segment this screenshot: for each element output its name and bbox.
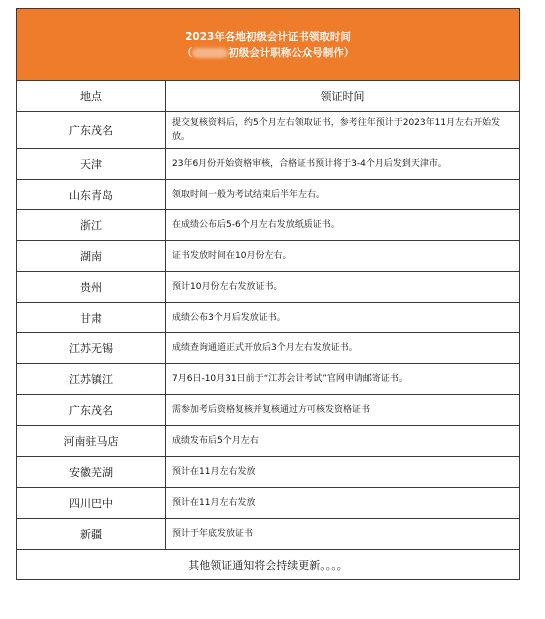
table-row [17,488,520,519]
row-location: 新疆 [17,519,166,550]
table-row [17,519,520,550]
table-row [17,210,520,241]
row-time-info: 成绩查询通道正式开放后3个月左右发放证书。 [166,333,520,364]
table-row [17,303,520,333]
row-time-info: 成绩公布3个月后发放证书。 [166,303,520,333]
certificate-schedule-table [16,8,520,580]
column-header-location: 地点 [17,81,166,112]
table-title: 2023年各地初级会计证书领取时间 [185,30,351,43]
table-header [17,9,520,81]
row-time-info: 领取时间一般为考试结束后半年左右。 [166,180,520,210]
footer-row [17,550,520,580]
row-time-info: 预计10月份左右发放证书。 [166,272,520,303]
row-time-info: 预计在11月左右发放 [166,488,520,519]
table-subtitle [17,45,519,61]
row-location: 贵州 [17,272,166,303]
table-row [17,426,520,457]
row-location: 广东茂名 [17,395,166,426]
table-row [17,241,520,272]
row-location: 江苏镇江 [17,364,166,395]
row-location: 安徽芜湖 [17,457,166,488]
table-row [17,149,520,180]
table-row [17,272,520,303]
row-location: 广东茂名 [17,112,166,149]
table-body [17,112,520,550]
table-row [17,457,520,488]
column-header-time: 领证时间 [166,81,520,112]
table-row [17,180,520,210]
row-time-info: 提交复核资料后，约5个月左右领取证书，参考往年预计于2023年11月左右开始发放。 [166,112,520,149]
row-location: 浙江 [17,210,166,241]
row-time-info: 23年6月份开始资格审核，合格证书预计将于3-4个月后发到天津市。 [166,149,520,180]
subtitle-suffix: 初级会计职称公众号制作） [228,46,355,59]
table-row [17,395,520,426]
row-location: 天津 [17,149,166,180]
row-location: 四川巴中 [17,488,166,519]
row-time-info: 预计在11月左右发放 [166,457,520,488]
column-header-row [17,81,520,112]
row-time-info: 在成绩公布后5-6个月左右发放纸质证书。 [166,210,520,241]
table-row [17,333,520,364]
row-location: 山东青岛 [17,180,166,210]
row-time-info: 证书发放时间在10月份左右。 [166,241,520,272]
subtitle-prefix: （ [181,46,193,59]
table-row [17,364,520,395]
table-row [17,112,520,149]
footer-note: 其他领证通知将会持续更新。。。。 [17,550,520,580]
blurred-name [192,48,228,58]
row-location: 甘肃 [17,303,166,333]
row-location: 湖南 [17,241,166,272]
row-time-info: 预计于年底发放证书 [166,519,520,550]
row-time-info: 需参加考后资格复核并复核通过方可核发资格证书 [166,395,520,426]
row-time-info: 成绩发布后5个月左右 [166,426,520,457]
row-location: 江苏无锡 [17,333,166,364]
certificate-table-container [16,8,519,580]
row-time-info: 7月6日-10月31日前于“江苏会计考试”官网申请邮寄证书。 [166,364,520,395]
row-location: 河南驻马店 [17,426,166,457]
